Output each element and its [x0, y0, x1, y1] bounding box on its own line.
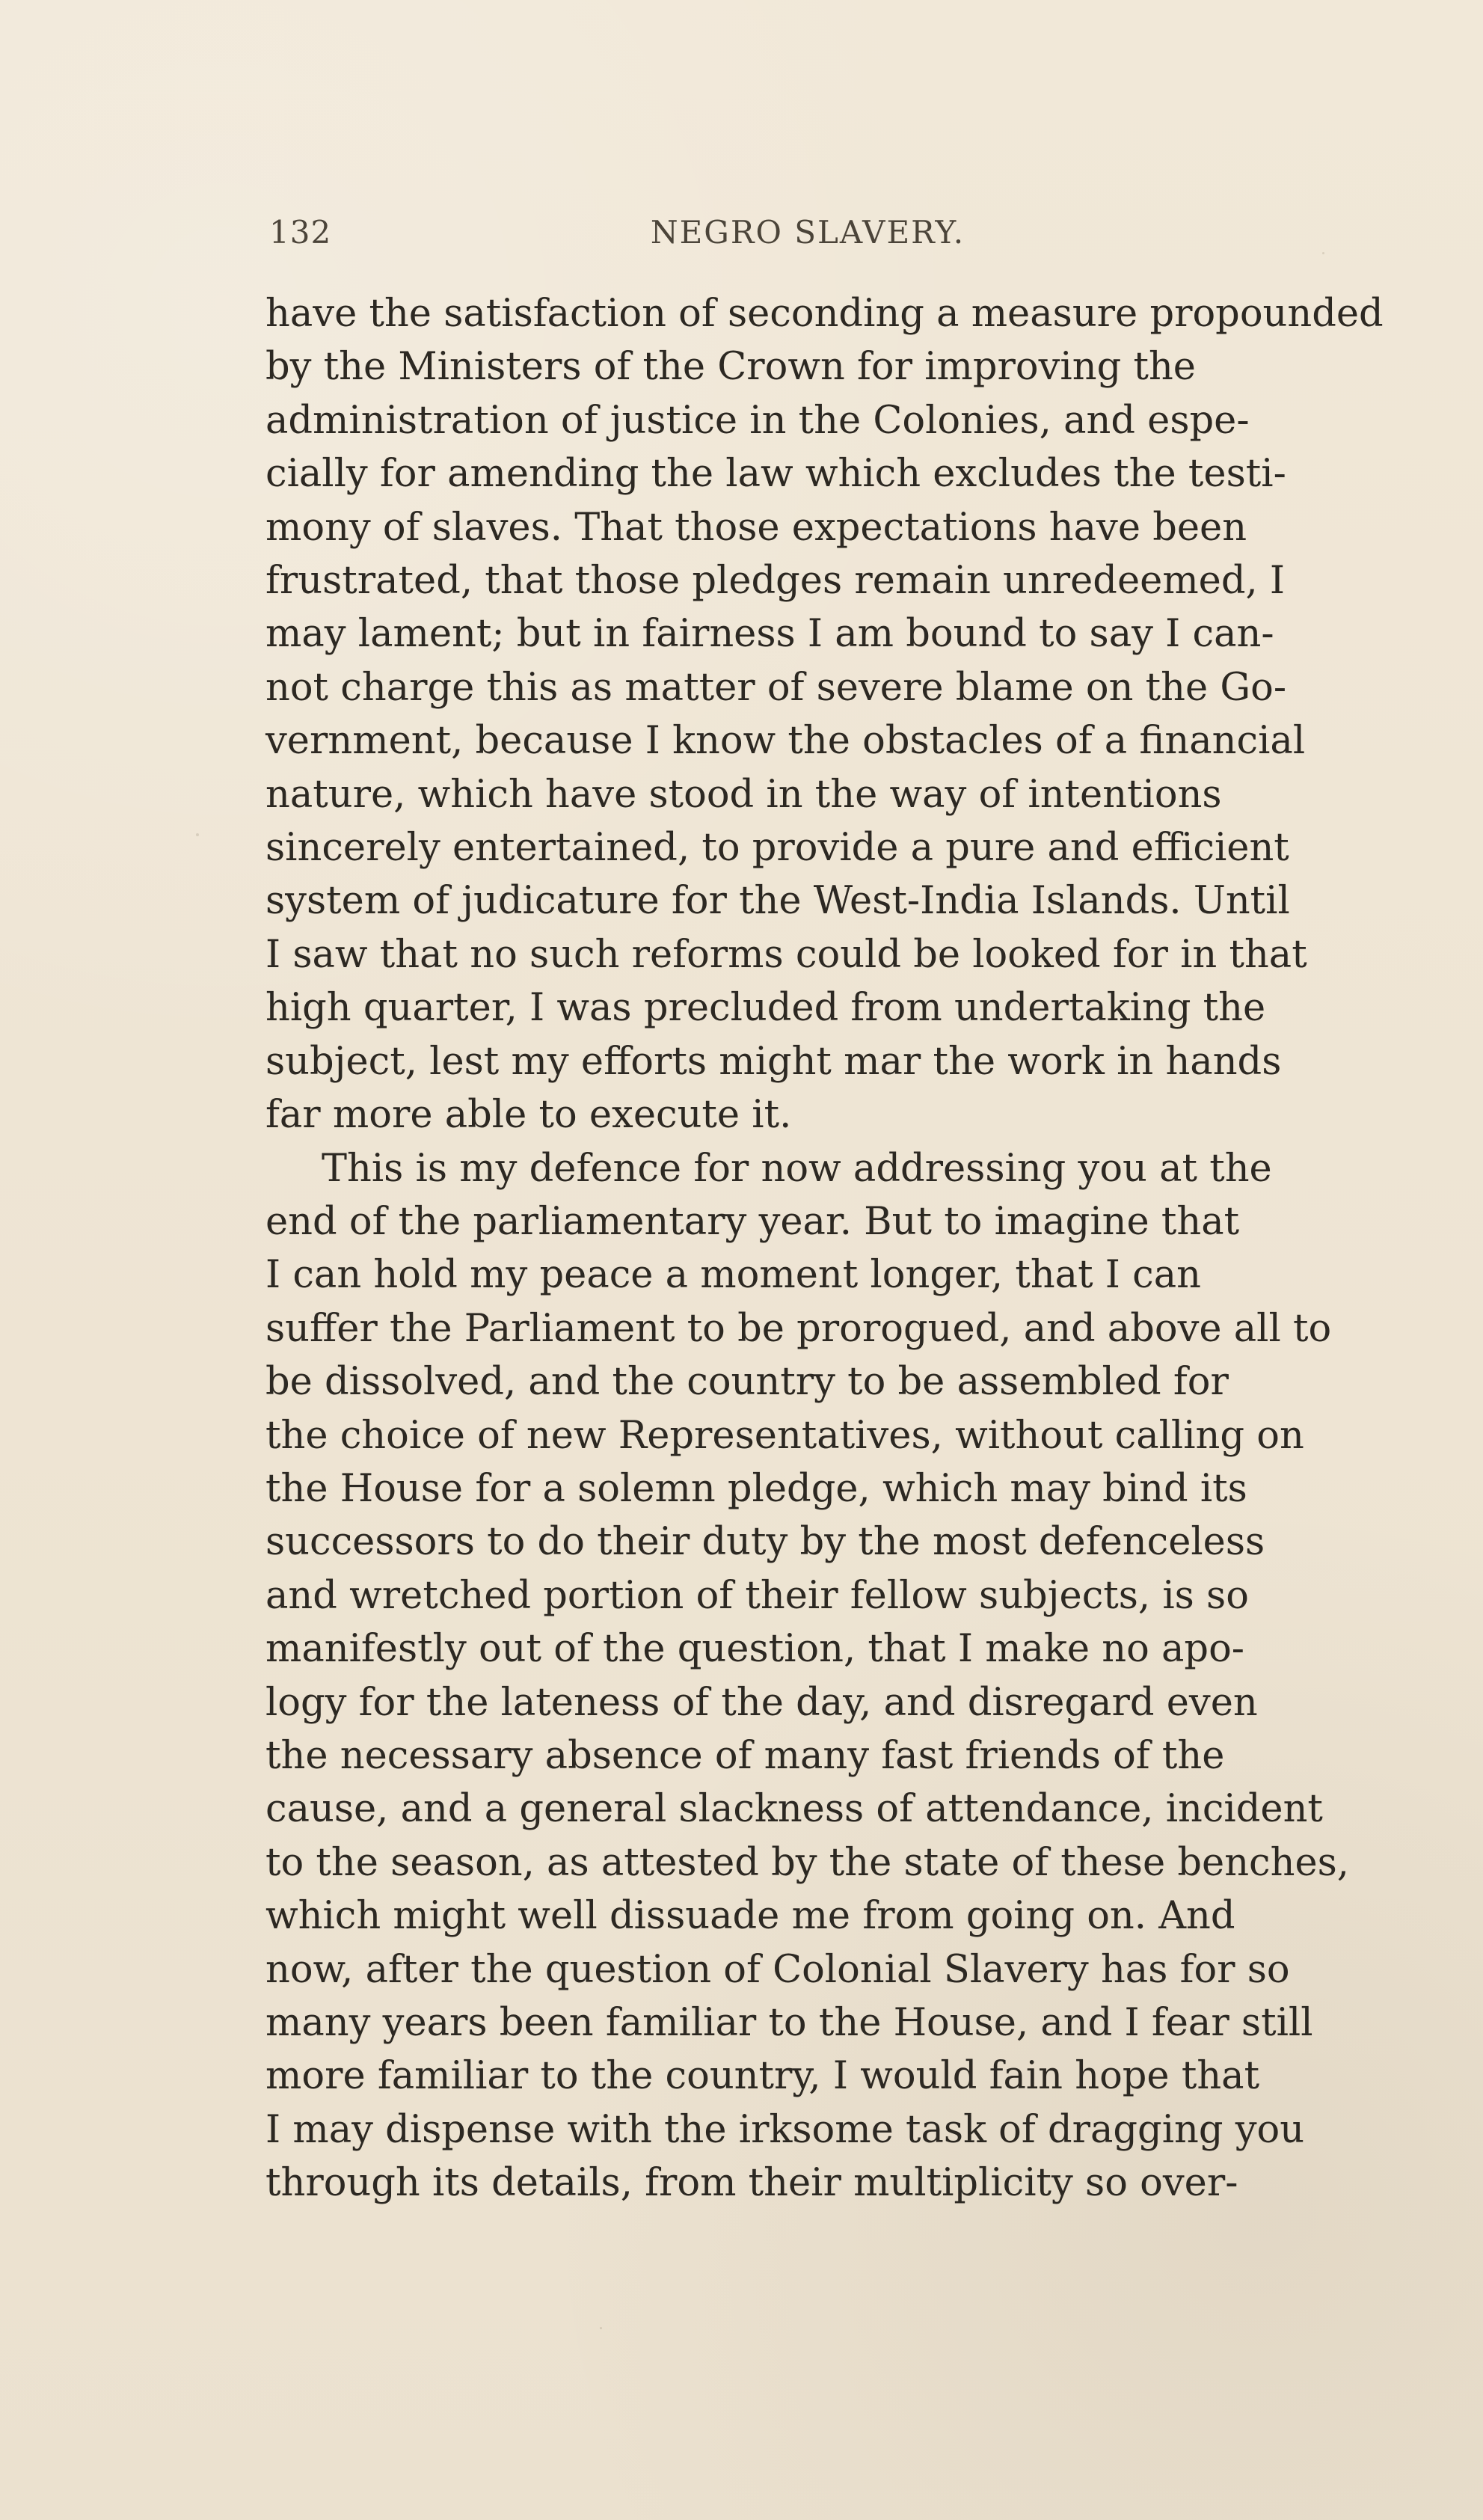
paragraph-start-line: This is my defence for now addressing you at the	[322, 1146, 1272, 1191]
text-line: far more able to execute it.	[265, 1093, 792, 1138]
text-line: the necessary absence of many fast friends of the	[265, 1733, 1225, 1778]
text-line: subject, lest my efforts might mar the work in hands	[265, 1039, 1282, 1084]
text-line: sincerely entertained, to provide a pure and efficient	[265, 826, 1289, 871]
text-line: which might well dissuade me from going on. And	[265, 1894, 1235, 1939]
text-line: high quarter, I was precluded from undertaking the	[265, 986, 1266, 1031]
paper-speckle	[196, 833, 199, 836]
text-line: I may dispense with the irksome task of dragging you	[265, 2107, 1305, 2152]
text-line: system of judicature for the West-India Islands. Until	[265, 879, 1290, 924]
paper-speckle	[1322, 252, 1324, 254]
text-line: I saw that no such reforms could be looked for in that	[265, 932, 1307, 977]
text-line: and wretched portion of their fellow subjects, is so	[265, 1573, 1249, 1618]
text-line: frustrated, that those pledges remain unredeemed, I	[265, 559, 1286, 604]
text-line: I can hold my peace a moment longer, that I can	[265, 1253, 1201, 1298]
text-line: more familiar to the country, I would fain hope that	[265, 2054, 1260, 2099]
text-line: to the season, as attested by the state of these benches,	[265, 1840, 1350, 1885]
running-head	[269, 209, 1346, 262]
text-line: vernment, because I know the obstacles of a financial	[265, 719, 1306, 764]
paper-speckle	[600, 2327, 602, 2329]
text-line: suffer the Parliament to be prorogued, and above all to	[265, 1306, 1332, 1351]
text-line: through its details, from their multiplicity so over-	[265, 2161, 1238, 2206]
text-line: cially for amending the law which excludes the testi-	[265, 452, 1286, 497]
text-line: mony of slaves. That those expectations have been	[265, 505, 1247, 550]
text-line: cause, and a general slackness of attendance, incident	[265, 1787, 1323, 1832]
text-line: successors to do their duty by the most defenceless	[265, 1520, 1265, 1565]
text-line: end of the parliamentary year. But to imagine that	[265, 1199, 1240, 1244]
page-number: 132	[269, 214, 332, 251]
text-line: the choice of new Representatives, without calling on	[265, 1413, 1304, 1458]
text-line: administration of justice in the Colonies, and espe-	[265, 398, 1250, 443]
text-line: not charge this as matter of severe blame on the Go-	[265, 665, 1287, 710]
body-text	[265, 287, 1384, 2210]
text-line: may lament; but in fairness I am bound to say I can-	[265, 612, 1274, 657]
text-line: be dissolved, and the country to be assembled for	[265, 1360, 1229, 1405]
text-line: nature, which have stood in the way of intentions	[265, 772, 1222, 817]
text-line: now, after the question of Colonial Slavery has for so	[265, 1947, 1290, 1992]
text-line: many years been familiar to the House, and I fear still	[265, 2001, 1313, 2045]
running-title: NEGRO SLAVERY.	[650, 214, 965, 251]
text-line: logy for the lateness of the day, and disregard even	[265, 1680, 1258, 1725]
text-line: manifestly out of the question, that I make no apo-	[265, 1627, 1245, 1672]
text-line: by the Ministers of the Crown for improving the	[265, 345, 1196, 390]
text-line: have the satisfaction of seconding a measure propounded	[265, 292, 1384, 336]
text-line: the House for a solemn pledge, which may bind its	[265, 1466, 1247, 1511]
